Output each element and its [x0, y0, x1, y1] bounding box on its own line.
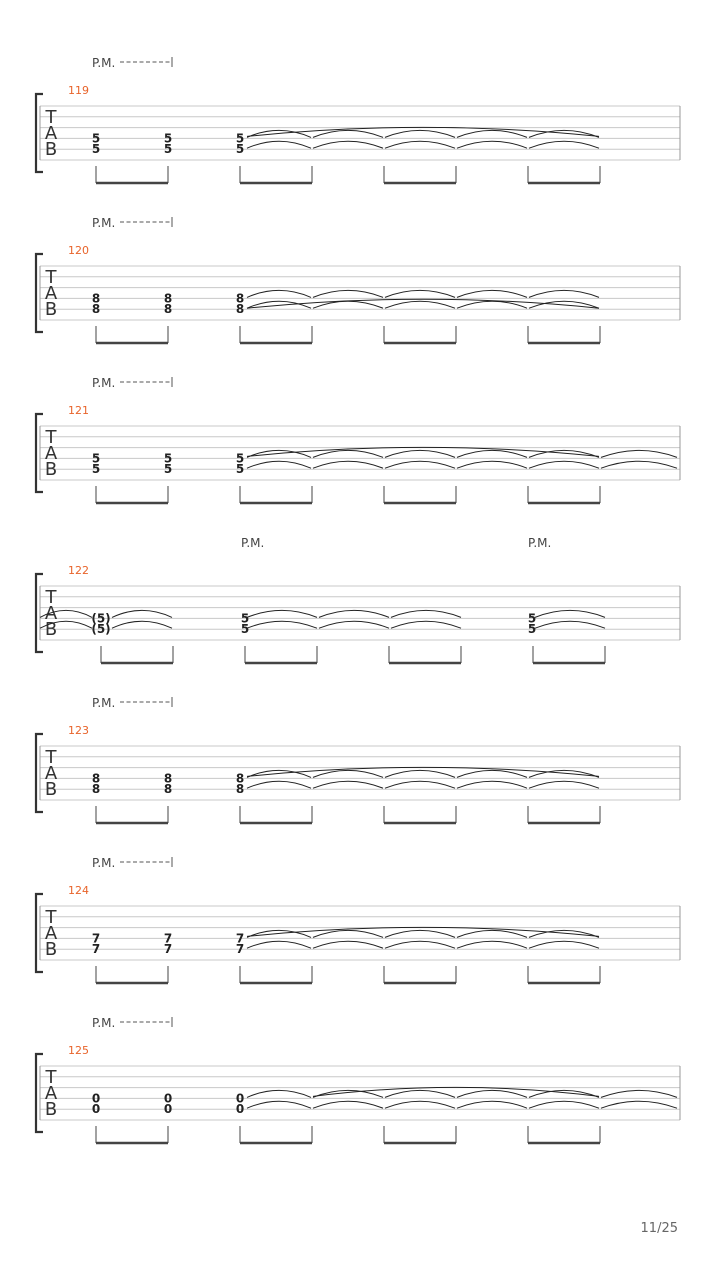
tie-slur: [385, 141, 455, 148]
tab-clef-letter: T: [45, 107, 57, 128]
tab-clef-letter: T: [45, 427, 57, 448]
tie-slur: [385, 1090, 455, 1097]
fret-number: 7: [163, 942, 173, 957]
tab-clef-letter: A: [44, 443, 58, 464]
tie-slur: [457, 450, 527, 457]
tie-slur: [385, 930, 455, 937]
palm-mute-label: P.M.: [92, 1016, 116, 1030]
tie-slur: [385, 770, 455, 777]
fret-number: 5: [240, 611, 250, 626]
tie-slur: [247, 781, 311, 788]
phrase-slur: [247, 127, 599, 136]
tie-slur: [313, 781, 383, 788]
fret-number: 0: [235, 1091, 245, 1106]
tab-clef-letter: B: [44, 139, 58, 160]
fret-number: 0: [163, 1091, 173, 1106]
tie-slur: [457, 1101, 527, 1108]
tab-clef-letter: A: [44, 763, 58, 784]
fret-number: 8: [91, 782, 101, 797]
tie-slur: [313, 130, 383, 137]
tab-clef-letter: A: [44, 1083, 58, 1104]
tie-slur: [529, 141, 599, 148]
tie-slur: [535, 621, 605, 628]
fret-number: 5: [163, 462, 173, 477]
palm-mute-label: P.M.: [92, 56, 116, 70]
fret-number: 5: [235, 451, 245, 466]
fret-number: 5: [163, 131, 173, 146]
tie-slur: [247, 141, 311, 148]
tab-clef-letter: T: [45, 587, 57, 608]
tie-slur: [601, 450, 677, 457]
tie-slur: [457, 141, 527, 148]
tie-slur: [457, 1090, 527, 1097]
fret-number: 0: [91, 1091, 101, 1106]
tab-clef-letter: B: [44, 1099, 58, 1120]
fret-number: 8: [235, 771, 245, 786]
fret-number: 5: [235, 131, 245, 146]
tab-clef-letter: B: [44, 939, 58, 960]
fret-number: 8: [163, 782, 173, 797]
fret-number: 5: [91, 131, 101, 146]
tab-clef-letter: A: [44, 603, 58, 624]
tie-slur: [385, 941, 455, 948]
fret-number: 5: [163, 451, 173, 466]
tab-clef-letter: T: [45, 1067, 57, 1088]
fret-number: 8: [91, 771, 101, 786]
tie-slur: [247, 290, 311, 297]
tie-slur: [313, 450, 383, 457]
fret-number: 5: [163, 142, 173, 157]
tab-clef-letter: A: [44, 923, 58, 944]
fret-number: 8: [235, 782, 245, 797]
tie-slur: [601, 1090, 677, 1097]
palm-mute-label: P.M.: [92, 216, 116, 230]
tie-slur: [385, 290, 455, 297]
tie-slur: [319, 610, 389, 617]
fret-number: 5: [91, 462, 101, 477]
fret-number: 0: [235, 1102, 245, 1117]
tie-slur: [529, 781, 599, 788]
fret-number: 5: [527, 622, 537, 637]
tie-slur: [457, 130, 527, 137]
fret-number: 0: [91, 1102, 101, 1117]
tie-slur: [385, 781, 455, 788]
tie-slur: [601, 461, 677, 468]
tie-slur: [457, 301, 527, 308]
fret-number: 5: [527, 611, 537, 626]
fret-number: 5: [235, 142, 245, 157]
phrase-slur: [247, 447, 599, 456]
fret-number: 7: [235, 931, 245, 946]
tie-slur: [529, 1101, 599, 1108]
tie-slur: [529, 461, 599, 468]
measure-number: 124: [68, 884, 89, 897]
tie-slur: [535, 610, 605, 617]
fret-number: 7: [91, 931, 101, 946]
tab-clef-letter: A: [44, 123, 58, 144]
fret-number: 5: [240, 622, 250, 637]
palm-mute-label: P.M.: [92, 696, 116, 710]
tie-slur: [529, 1090, 599, 1097]
tie-slur: [385, 1101, 455, 1108]
measure-number: 119: [68, 84, 89, 97]
palm-mute-label: P.M.: [241, 536, 265, 550]
tie-slur: [313, 770, 383, 777]
tab-clef-letter: B: [44, 299, 58, 320]
fret-number: 8: [235, 302, 245, 317]
phrase-slur: [247, 927, 599, 936]
fret-number: 8: [91, 291, 101, 306]
tie-slur: [112, 621, 172, 628]
tie-slur: [247, 1101, 311, 1108]
palm-mute-label: P.M.: [92, 856, 116, 870]
measure-number: 125: [68, 1044, 89, 1057]
tie-slur: [457, 770, 527, 777]
measure-number: 121: [68, 404, 89, 417]
tie-slur: [457, 461, 527, 468]
tie-slur: [247, 610, 317, 617]
fret-number: 8: [163, 291, 173, 306]
fret-number: (5): [91, 611, 111, 626]
fret-number: 5: [91, 142, 101, 157]
tie-slur: [529, 290, 599, 297]
fret-number: 5: [91, 451, 101, 466]
phrase-slur: [313, 1087, 599, 1096]
tie-slur: [247, 941, 311, 948]
tie-slur: [457, 930, 527, 937]
tab-clef-letter: T: [45, 267, 57, 288]
tie-slur: [313, 1090, 383, 1097]
tie-slur: [247, 461, 311, 468]
fret-number: 7: [163, 931, 173, 946]
fret-number: 8: [163, 771, 173, 786]
measure-number: 122: [68, 564, 89, 577]
phrase-slur: [247, 299, 599, 308]
tie-slur: [313, 290, 383, 297]
tie-slur: [247, 621, 317, 628]
fret-number: 7: [91, 942, 101, 957]
tab-clef-letter: T: [45, 747, 57, 768]
measure-number: 123: [68, 724, 89, 737]
tab-clef-letter: B: [44, 619, 58, 640]
tie-slur: [457, 941, 527, 948]
fret-number: 8: [91, 302, 101, 317]
fret-number: 0: [163, 1102, 173, 1117]
tie-slur: [313, 930, 383, 937]
tie-slur: [313, 461, 383, 468]
tab-clef-letter: T: [45, 907, 57, 928]
tie-slur: [385, 130, 455, 137]
fret-number: 7: [235, 942, 245, 957]
tie-slur: [529, 941, 599, 948]
tab-clef-letter: B: [44, 459, 58, 480]
tie-slur: [391, 621, 461, 628]
tab-clef-letter: B: [44, 779, 58, 800]
page-number: 11/25: [640, 1221, 678, 1236]
tie-slur: [247, 1090, 311, 1097]
tie-slur: [385, 301, 455, 308]
tab-clef-letter: A: [44, 283, 58, 304]
tie-slur: [385, 450, 455, 457]
tie-slur: [457, 290, 527, 297]
palm-mute-label: P.M.: [528, 536, 552, 550]
fret-number: 5: [235, 462, 245, 477]
fret-number: 8: [235, 291, 245, 306]
measure-number: 120: [68, 244, 89, 257]
tie-slur: [313, 941, 383, 948]
tie-slur: [601, 1101, 677, 1108]
tie-slur: [457, 781, 527, 788]
fret-number: 8: [163, 302, 173, 317]
fret-number: (5): [91, 622, 111, 637]
palm-mute-label: P.M.: [92, 376, 116, 390]
tie-slur: [385, 461, 455, 468]
tie-slur: [313, 141, 383, 148]
tie-slur: [391, 610, 461, 617]
tie-slur: [112, 610, 172, 617]
phrase-slur: [247, 767, 599, 776]
tie-slur: [319, 621, 389, 628]
tie-slur: [313, 1101, 383, 1108]
